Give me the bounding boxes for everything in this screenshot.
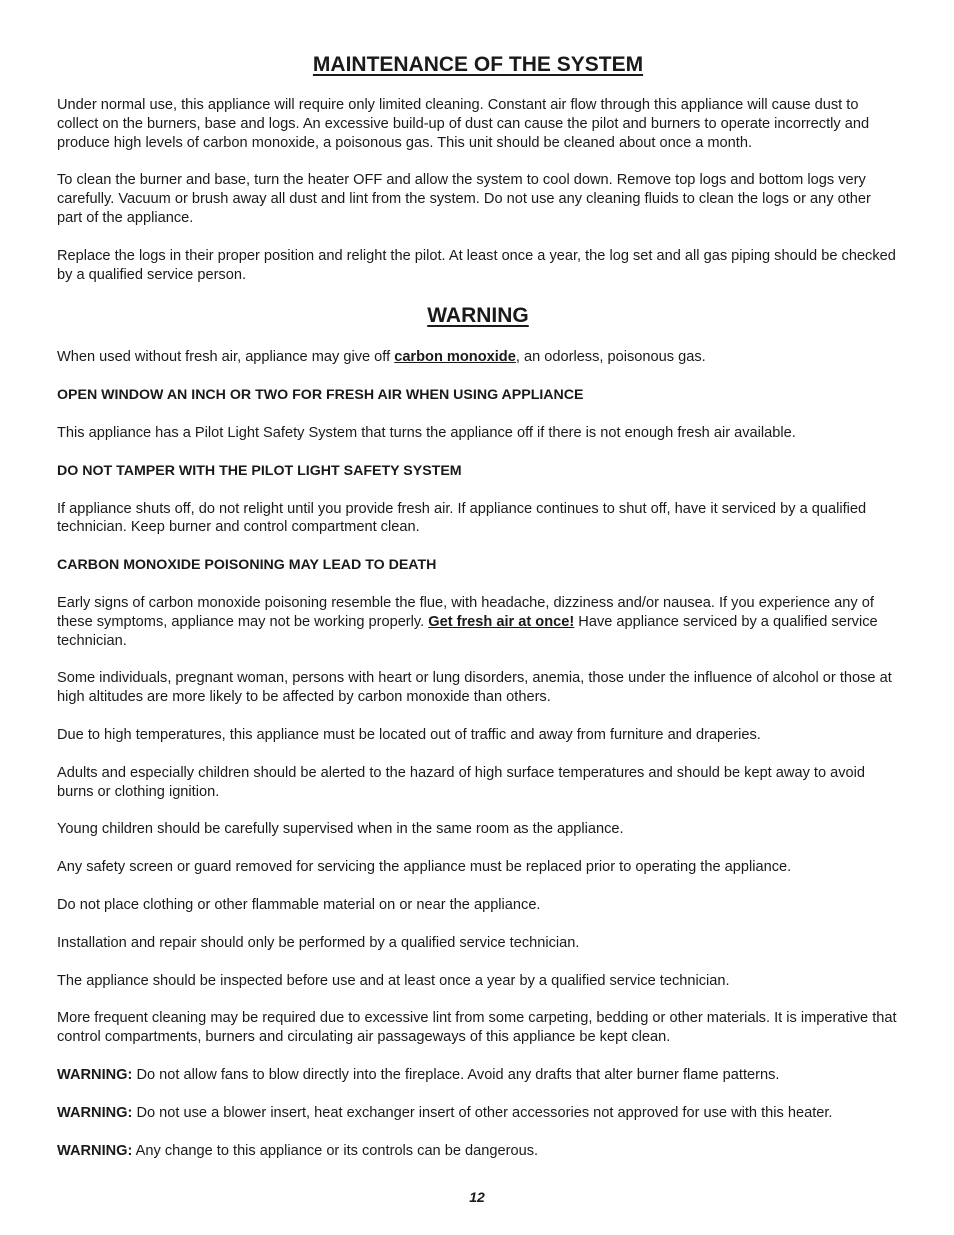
warning-label: WARNING: xyxy=(57,1142,133,1159)
warning-label: WARNING: xyxy=(57,1066,133,1083)
co-poisoning-notice: CARBON MONOXIDE POISONING MAY LEAD TO DEATH xyxy=(57,557,437,574)
children-alert-paragraph: Adults and especially children should be alerted to the hazard of high surface temperatures and should be kept away to avoid burns or clothing ignition. xyxy=(57,764,866,800)
signs-text-post: Have appliance serviced by a qualified service technician. xyxy=(57,613,878,649)
installation-paragraph: Installation and repair should only be performed by a qualified service technician. xyxy=(57,934,580,951)
individuals-paragraph: Some individuals, pregnant woman, persons with heart or lung disorders, anemia, those under the influence of alcohol or those at high altitudes are more likely to be affected by carbon monoxide than others. xyxy=(57,670,892,706)
warning-change-text: Any change to this appliance or its controls can be dangerous. xyxy=(132,1142,539,1159)
maintenance-paragraph-2: To clean the burner and base, turn the heater OFF and allow the system to cool down. Remove top logs and bottom logs very carefully. Vacuum or brush away all dust and lint from the system. Do not use any cleaning fluids to clean the logs or any other part of the appliance. xyxy=(57,172,871,226)
warning-change-paragraph xyxy=(57,1142,899,1161)
carbon-monoxide-emphasis: carbon monoxide xyxy=(394,349,516,366)
frequent-cleaning-paragraph: More frequent cleaning may be required due to excessive lint from some carpeting, bedding or other materials. It is imperative that control compartments, burners and circulating air passageways of this appliance be kept clean. xyxy=(57,1010,897,1046)
safety-screen-paragraph: Any safety screen or guard removed for servicing the appliance must be replaced prior to operating the appliance. xyxy=(57,859,792,876)
maintenance-paragraph-3: Replace the logs in their proper position and relight the pilot. At least once a year, the log set and all gas piping should be checked by a qualified service person. xyxy=(57,247,896,283)
fresh-air-emphasis: Get fresh air at once! xyxy=(428,613,575,630)
warning-fans-paragraph xyxy=(57,1066,899,1085)
page-number: 12 xyxy=(469,1189,485,1205)
inspection-paragraph: The appliance should be inspected before use and at least once a year by a qualified service technician. xyxy=(57,972,730,989)
carbon-monoxide-paragraph xyxy=(57,348,899,367)
co-text-post: , an odorless, poisonous gas. xyxy=(515,349,706,366)
pilot-safety-paragraph: This appliance has a Pilot Light Safety System that turns the appliance off if there is not enough fresh air available. xyxy=(57,424,796,441)
warning-blower-text: Do not use a blower insert, heat exchanger insert of other accessories not approved for use with this heater. xyxy=(132,1104,833,1121)
co-text-pre: When used without fresh air, appliance may give off xyxy=(57,349,395,366)
temperatures-paragraph: Due to high temperatures, this appliance must be located out of traffic and away from furniture and draperies. xyxy=(57,726,761,743)
clothing-paragraph: Do not place clothing or other flammable material on or near the appliance. xyxy=(57,896,541,913)
warning-label: WARNING: xyxy=(57,1104,133,1121)
signs-text-pre: Early signs of carbon monoxide poisoning resemble the flue, with headache, dizziness and/or nausea. If you experience any of these symptoms, appliance may not be working properly. xyxy=(57,594,874,630)
warning-fans-text: Do not allow fans to blow directly into the fireplace. Avoid any drafts that alter burner flame patterns. xyxy=(132,1066,780,1083)
warning-blower-paragraph xyxy=(57,1104,899,1123)
children-supervise-paragraph: Young children should be carefully supervised when in the same room as the appliance. xyxy=(57,821,624,838)
early-signs-paragraph xyxy=(57,594,899,650)
manual-page xyxy=(57,52,899,1179)
do-not-tamper-notice: DO NOT TAMPER WITH THE PILOT LIGHT SAFETY SYSTEM xyxy=(57,462,462,479)
maintenance-paragraph-1: Under normal use, this appliance will require only limited cleaning. Constant air flow through this appliance will cause dust to collect on the burners, base and logs. An excessive build-up of dust can cause the pilot and burners to operate incorrectly and produce high levels of carbon monoxide, a poisonous gas. This unit should be cleaned about once a month. xyxy=(57,97,870,151)
warning-heading: WARNING xyxy=(427,304,529,328)
shut-off-paragraph: If appliance shuts off, do not relight until you provide fresh air. If appliance continues to shut off, have it serviced by a qualified technician. Keep burner and control compartment clean. xyxy=(57,500,867,536)
maintenance-heading: MAINTENANCE OF THE SYSTEM xyxy=(312,53,644,76)
open-window-notice: OPEN WINDOW AN INCH OR TWO FOR FRESH AIR WHEN USING APPLIANCE xyxy=(57,387,584,404)
